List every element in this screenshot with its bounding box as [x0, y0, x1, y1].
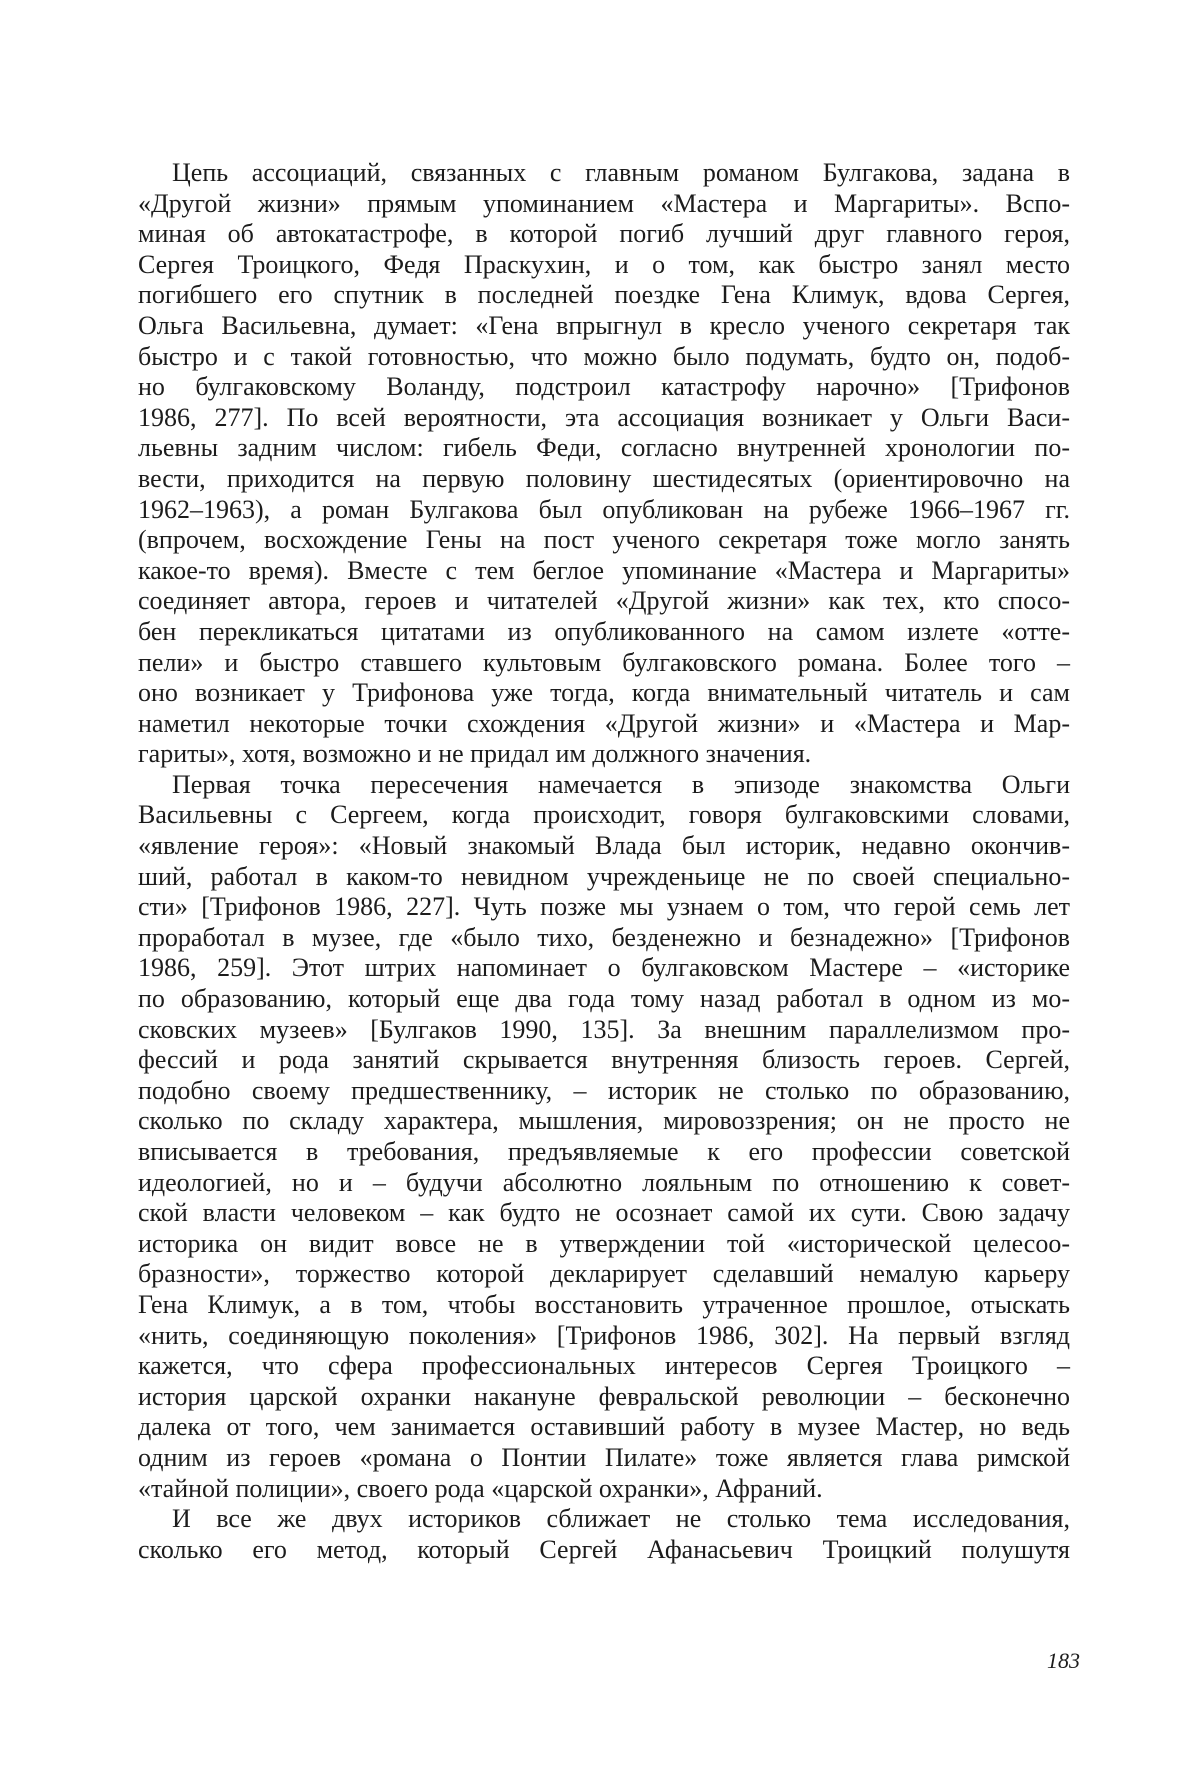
paragraph: [138, 770, 1070, 1504]
text-line: погибшего его спутник в последней поездке Гена Климук, вдова Сергея,: [138, 280, 1070, 310]
text-line: кажется, что сфера профессиональных интересов Сергея Троицкого –: [138, 1351, 1070, 1381]
text-line: Ольга Васильевна, думает: «Гена впрыгнул в кресло ученого секретаря так: [138, 310, 1070, 340]
text-line: ской власти человеком – как будто не осознает самой их сути. Свою задачу: [138, 1198, 1070, 1228]
text-line: сти» [Трифонов 1986, 227]. Чуть позже мы узнаем о том, что герой семь лет: [138, 892, 1070, 922]
text-line: история царской охранки накануне февральской революции – бесконечно: [138, 1381, 1070, 1411]
text-line: Васильевны с Сергеем, когда происходит, говоря булгаковскими словами,: [138, 800, 1070, 830]
text-line: бразности», торжество которой декларирует сделавший немалую карьеру: [138, 1259, 1070, 1289]
text-line: Первая точка пересечения намечается в эпизоде знакомства Ольги: [172, 769, 1070, 799]
text-line: сковских музеев» [Булгаков 1990, 135]. За внешним параллелизмом про-: [138, 1014, 1070, 1044]
text-line: сколько его метод, который Сергей Афанасьевич Троицкий полушутя: [138, 1534, 1070, 1564]
text-line: 1962–1963), а роман Булгакова был опубликован на рубеже 1966–1967 гг.: [138, 494, 1070, 524]
text-line: фессий и рода занятий скрывается внутренняя близость героев. Сергей,: [138, 1045, 1070, 1075]
text-line: соединяет автора, героев и читателей «Другой жизни» как тех, кто спосо-: [138, 586, 1070, 616]
text-line: гариты», хотя, возможно и не придал им должного значения.: [138, 739, 812, 769]
text-line: но булгаковскому Воланду, подстроил катастрофу нарочно» [Трифонов: [138, 372, 1070, 402]
text-line: льевны задним числом: гибель Феди, согласно внутренней хронологии по-: [138, 433, 1070, 463]
text-line: историка он видит вовсе не в утверждении той «исторической целесоо-: [138, 1228, 1070, 1258]
text-line: миная об автокатастрофе, в которой погиб лучший друг главного героя,: [138, 219, 1070, 249]
text-line: пели» и быстро ставшего культовым булгаковского романа. Более того –: [138, 647, 1070, 677]
text-line: одним из героев «романа о Понтии Пилате» тоже является глава римской: [138, 1442, 1070, 1472]
text-line: И все же двух историков сближает не столько тема исследования,: [172, 1504, 1070, 1534]
text-line: вписывается в требования, предъявляемые к его профессии советской: [138, 1137, 1070, 1166]
text-line: по образованию, который еще два года тому назад работал в одном из мо-: [138, 984, 1070, 1014]
page-number: 183: [1047, 1648, 1080, 1673]
text-line: какое-то время). Вместе с тем беглое упоминание «Мастера и Маргариты»: [138, 555, 1070, 585]
text-line: Гена Климук, а в том, чтобы восстановить утраченное прошлое, отыскать: [138, 1289, 1070, 1319]
text-line: идеологией, но и – будучи абсолютно лояльным по отношению к совет-: [138, 1167, 1070, 1197]
text-line: бен перекликаться цитатами из опубликованного на самом излете «отте-: [138, 616, 1070, 646]
text-line: «нить, соединяющую поколения» [Трифонов 1986, 302]. На первый взгляд: [138, 1320, 1070, 1350]
text-line: быстро и с такой готовностью, что можно было подумать, будто он, подоб-: [138, 341, 1070, 371]
text-line: проработал в музее, где «было тихо, безденежно и безнадежно» [Трифонов: [138, 922, 1070, 952]
body-text: [138, 158, 1070, 1565]
text-line: сколько по складу характера, мышления, мировоззрения; он не просто не: [138, 1106, 1070, 1136]
text-line: далека от того, чем занимается оставивший работу в музее Мастер, но ведь: [138, 1412, 1070, 1442]
text-line: подобно своему предшественнику, – историк не столько по образованию,: [138, 1075, 1070, 1105]
text-line: ший, работал в каком-то невидном учрежденьице не по своей специально-: [138, 861, 1070, 891]
paragraph: [138, 158, 1070, 770]
text-line: «явление героя»: «Новый знакомый Влада был историк, недавно окончив-: [138, 831, 1070, 861]
text-line: Сергея Троицкого, Федя Праскухин, и о том, как быстро занял место: [138, 249, 1070, 279]
text-line: (впрочем, восхождение Гены на пост ученого секретаря тоже могло занять: [138, 525, 1070, 555]
paragraph: [138, 1504, 1070, 1565]
text-line: «Другой жизни» прямым упоминанием «Мастера и Маргариты». Вспо-: [138, 188, 1070, 218]
text-line: наметил некоторые точки схождения «Другой жизни» и «Мастера и Мар-: [138, 708, 1070, 738]
text-line: 1986, 277]. По всей вероятности, эта ассоциация возникает у Ольги Васи-: [138, 402, 1070, 432]
text-line: Цепь ассоциаций, связанных с главным романом Булгакова, задана в: [172, 158, 1070, 187]
text-line: вести, приходится на первую половину шестидесятых (ориентировочно на: [138, 463, 1070, 493]
text-line: 1986, 259]. Этот штрих напоминает о булгаковском Мастере – «историке: [138, 953, 1070, 983]
text-line: оно возникает у Трифонова уже тогда, когда внимательный читатель и сам: [138, 678, 1070, 708]
text-line: «тайной полиции», своего рода «царской охранки», Афраний.: [138, 1473, 823, 1503]
